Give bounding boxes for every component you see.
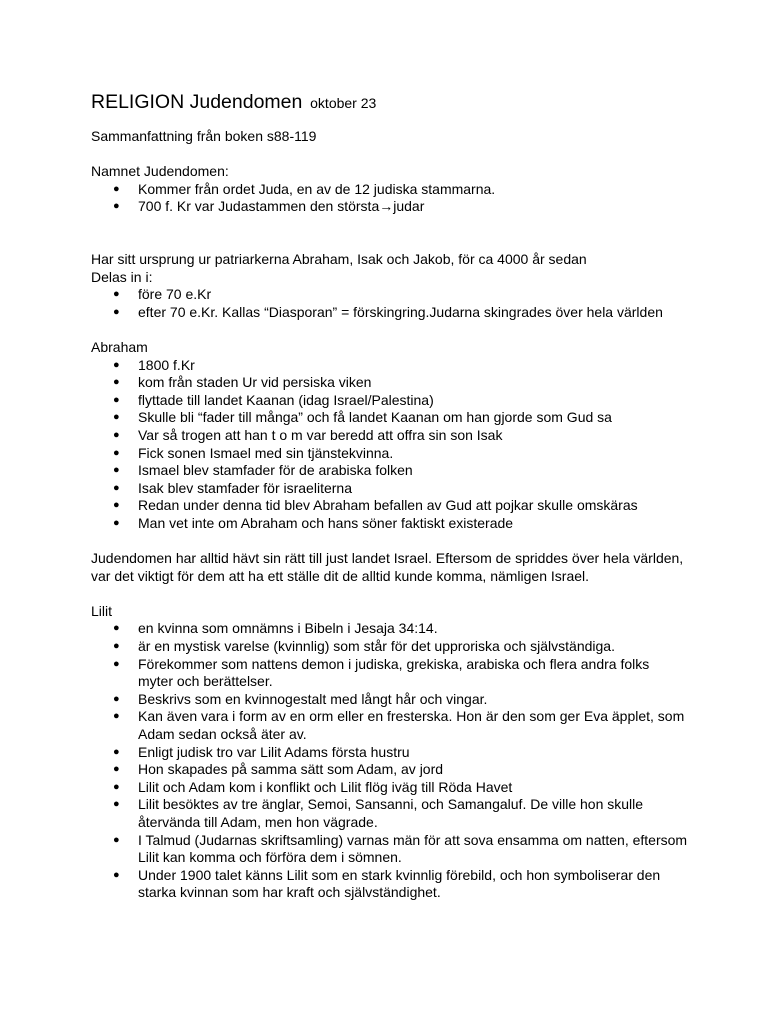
list-item: ● efter 70 e.Kr. Kallas “Diasporan” = förskingring.Judarna skingrades över hela världen — [91, 304, 688, 322]
bullet-list-ursprung — [91, 286, 688, 321]
list-item: ● 700 f. Kr var Judastammen den största→judar — [91, 198, 688, 216]
list-item: ● Lilit besöktes av tre änglar, Semoi, Sansanni, och Samangaluf. De ville hon skulle återvända till Adam, men hon vägrade. — [91, 796, 688, 831]
list-item: ● Förekommer som nattens demon i judiska, grekiska, arabiska och flera andra folks myter och berättelser. — [91, 656, 688, 691]
list-item: ● en kvinna som omnämns i Bibeln i Jesaja 34:14. — [91, 620, 688, 638]
section-heading-namnet: Namnet Judendomen: — [91, 163, 229, 180]
list-item: ● Isak blev stamfader för israeliterna — [91, 480, 688, 498]
page-title — [91, 86, 688, 116]
list-item: ● Kan även vara i form av en orm eller en fresterska. Hon är den som ger Eva äpplet, som Adam sedan också äter av. — [91, 708, 688, 743]
list-item: ● Man vet inte om Abraham och hans söner faktiskt existerade — [91, 515, 688, 533]
summary-line: Sammanfattning från boken s88-119 — [91, 128, 317, 144]
list-item: ● Redan under denna tid blev Abraham befallen av Gud att pojkar skulle omskäras — [91, 497, 688, 515]
list-item: ● Fick sonen Ismael med sin tjänstekvinna. — [91, 445, 688, 463]
list-item: ● Under 1900 talet känns Lilit som en stark kvinnlig förebild, och hon symboliserar den starka kvinnan som har kraft och självständighet. — [91, 867, 688, 902]
bullet-list-namnet — [91, 181, 688, 216]
list-item: ● Hon skapades på samma sätt som Adam, av jord — [91, 761, 688, 779]
title-date: oktober 23 — [310, 95, 377, 111]
list-item: ● 1800 f.Kr — [91, 357, 688, 375]
title-main: RELIGION Judendomen — [91, 91, 303, 113]
list-item: ● Enligt judisk tro var Lilit Adams första hustru — [91, 744, 688, 762]
list-item: ● är en mystisk varelse (kvinnlig) som står för det upproriska och självständiga. — [91, 638, 688, 656]
israel-paragraph: Judendomen har alltid hävt sin rätt till just landet Israel. Eftersom de spriddes över hela världen, var det viktigt för dem att ha ett ställe dit de alltid kunde komma, nämligen Israel. — [91, 550, 684, 584]
section-heading-lilit: Lilit — [91, 602, 113, 619]
list-item: ● kom från staden Ur vid persiska viken — [91, 374, 688, 392]
list-item: ● Skulle bli “fader till många” och få landet Kaanan om han gjorde som Gud sa — [91, 409, 688, 427]
list-item: ● före 70 e.Kr — [91, 286, 688, 304]
list-item: ● Beskrivs som en kvinnogestalt med långt hår och vingar. — [91, 691, 688, 709]
list-item: ● Lilit och Adam kom i konflikt och Lilit flög iväg till Röda Havet — [91, 779, 688, 797]
list-item: ● flyttade till landet Kaanan (idag Israel/Palestina) — [91, 392, 688, 410]
list-item: ● Kommer från ordet Juda, en av de 12 judiska stammarna. — [91, 181, 688, 199]
ursprung-line: Har sitt ursprung ur patriarkerna Abraham, Isak och Jakob, för ca 4000 år sedan — [91, 250, 587, 267]
list-item: ● Var så trogen att han t o m var beredd att offra sin son Isak — [91, 427, 688, 445]
delas-in-line: Delas in i: — [91, 268, 153, 285]
bullet-list-abraham — [91, 357, 688, 533]
section-heading-abraham: Abraham — [91, 338, 148, 355]
list-item: ● Ismael blev stamfader för de arabiska folken — [91, 462, 688, 480]
list-item: ● I Talmud (Judarnas skriftsamling) varnas män för att sova ensamma om natten, eftersom Lilit kan komma och förföra dem i sömnen. — [91, 832, 688, 867]
bullet-list-lilit — [91, 620, 688, 902]
